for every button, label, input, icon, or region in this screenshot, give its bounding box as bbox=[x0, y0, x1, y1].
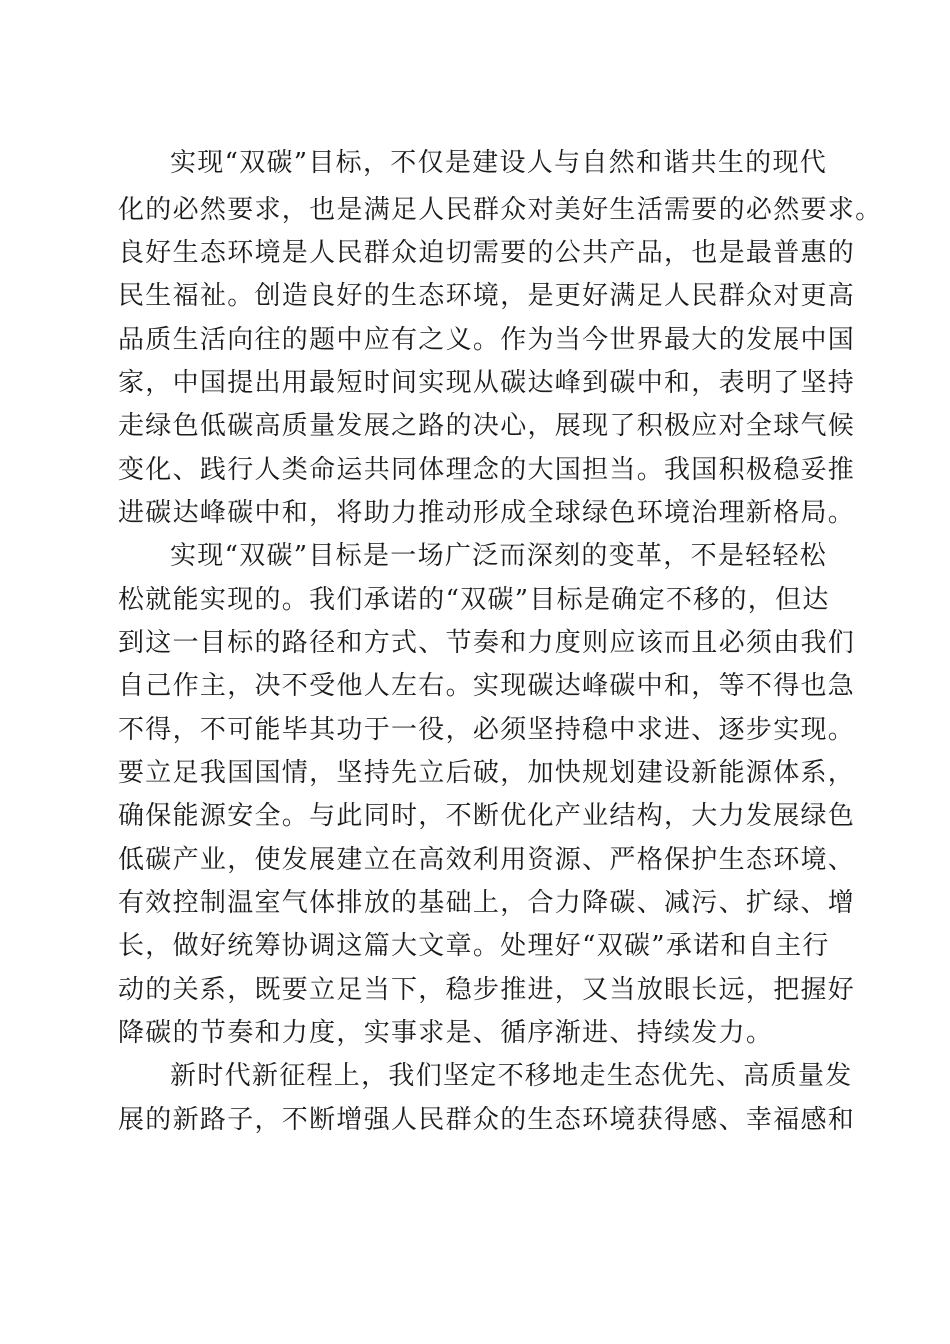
paragraph-2-line-11: 动的关系，既要立足当下，稳步推进，又当放眼长远，把握好 bbox=[118, 975, 856, 1005]
paragraph-2-line-12: 降碳的节奏和力度，实事求是、循序渐进、持续发力。 bbox=[118, 1018, 774, 1048]
paragraph-1-line-5: 品质生活向往的题中应有之义。作为当今世界最大的发展中国 bbox=[118, 325, 856, 355]
paragraph-2-line-3: 到这一目标的路径和方式、节奏和力度则应该而且必须由我们 bbox=[118, 628, 856, 658]
paragraph-2-line-8: 低碳产业，使发展建立在高效利用资源、严格保护生态环境、 bbox=[118, 845, 856, 875]
paragraph-2-line-1: 实现“双碳”目标是一场广泛而深刻的变革，不是轻轻松 bbox=[170, 541, 828, 571]
paragraph-2-line-10: 长，做好统筹协调这篇大文章。处理好“双碳”承诺和自主行 bbox=[118, 931, 830, 961]
paragraph-1-line-8: 变化、践行人类命运共同体理念的大国担当。我国积极稳妥推 bbox=[118, 455, 856, 485]
paragraph-1-line-3: 良好生态环境是人民群众迫切需要的公共产品，也是最普惠的 bbox=[118, 238, 856, 268]
paragraph-3-line-2: 展的新路子，不断增强人民群众的生态环境获得感、幸福感和 bbox=[118, 1105, 856, 1135]
paragraph-2-line-9: 有效控制温室气体排放的基础上，合力降碳、减污、扩绿、增 bbox=[118, 888, 856, 918]
paragraph-2-line-2: 松就能实现的。我们承诺的“双碳”目标是确定不移的，但达 bbox=[118, 585, 830, 615]
paragraph-1-line-2: 化的必然要求，也是满足人民群众对美好生活需要的必然要求。 bbox=[118, 195, 883, 225]
paragraph-2-line-5: 不得，不可能毕其功于一役，必须坚持稳中求进、逐步实现。 bbox=[118, 715, 856, 745]
paragraph-1-line-9: 进碳达峰碳中和，将助力推动形成全球绿色环境治理新格局。 bbox=[118, 498, 856, 528]
paragraph-1-line-6: 家，中国提出用最短时间实现从碳达峰到碳中和，表明了坚持 bbox=[118, 368, 856, 398]
paragraph-3-line-1: 新时代新征程上，我们坚定不移地走生态优先、高质量发 bbox=[170, 1061, 853, 1091]
paragraph-1-line-1: 实现“双碳”目标，不仅是建设人与自然和谐共生的现代 bbox=[170, 148, 828, 178]
paragraph-2-line-4: 自己作主，决不受他人左右。实现碳达峰碳中和，等不得也急 bbox=[118, 671, 856, 701]
paragraph-2-line-7: 确保能源安全。与此同时，不断优化产业结构，大力发展绿色 bbox=[118, 801, 856, 831]
paragraph-2-line-6: 要立足我国国情，坚持先立后破，加快规划建设新能源体系， bbox=[118, 758, 856, 788]
paragraph-1-line-4: 民生福祉。创造良好的生态环境，是更好满足人民群众对更高 bbox=[118, 281, 856, 311]
paragraph-1-line-7: 走绿色低碳高质量发展之路的决心，展现了积极应对全球气候 bbox=[118, 411, 856, 441]
